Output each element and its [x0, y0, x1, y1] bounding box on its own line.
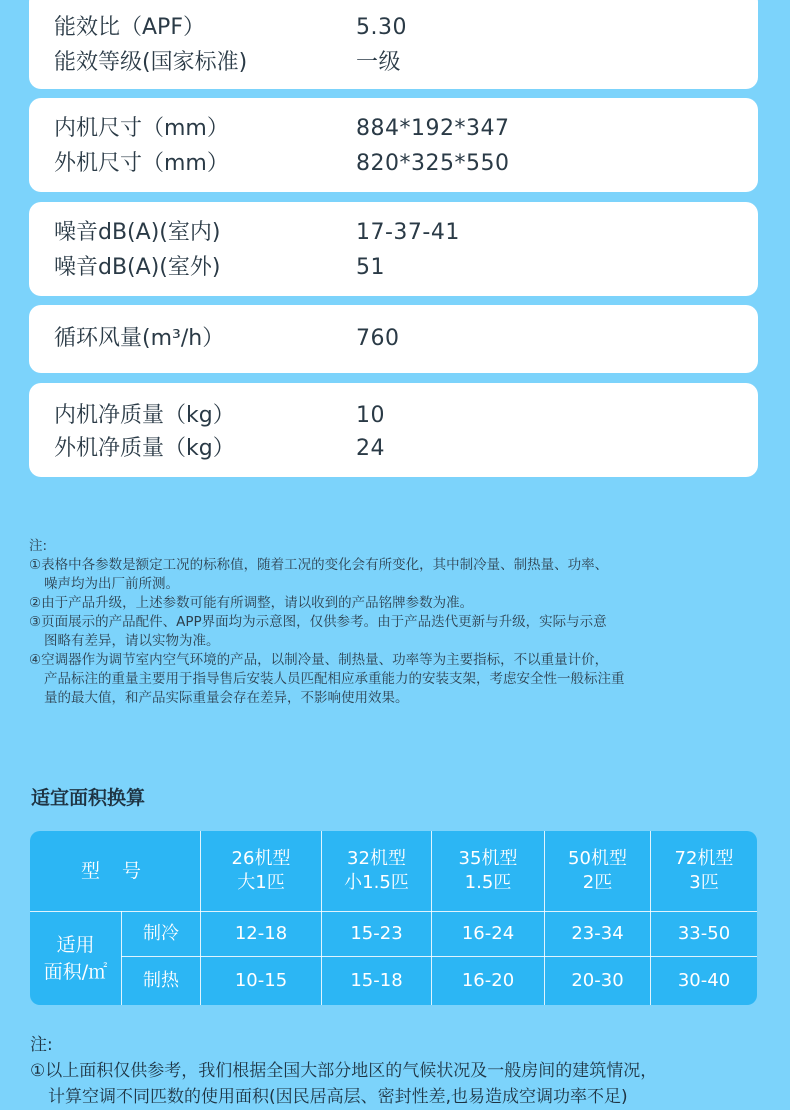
table-divider — [200, 831, 201, 1005]
spec-card-airflow — [29, 305, 758, 373]
spec-row — [29, 321, 758, 357]
model-header-label: 型 号 — [80, 860, 150, 882]
spec-card-dimensions — [29, 98, 758, 192]
spec-label: 外机净质量（kg） — [54, 436, 235, 461]
table-divider — [544, 831, 545, 1005]
notes-title: 注: — [29, 538, 48, 554]
spec-card-efficiency — [29, 0, 758, 89]
spec-value: 17-37-41 — [356, 220, 460, 245]
spec-value: 5.30 — [356, 15, 407, 40]
note-line: 产品标注的重量主要用于指导售后安装人员匹配相应承重能力的安装支架，考虑安全性一般标注重 — [44, 671, 625, 687]
mode-label: 制热 — [143, 970, 179, 991]
note-line: ④空调器作为调节室内空气环境的产品，以制冷量、制热量、功率等为主要指标，不以重量计价， — [29, 652, 609, 668]
area-row-group-label — [30, 912, 121, 1005]
area-note-line: ①以上面积仅供参考，我们根据全国大部分地区的气候状况及一般房间的建筑情况， — [30, 1061, 658, 1081]
spec-value: 760 — [356, 326, 400, 351]
model-name: 72机型 — [674, 848, 734, 869]
model-column-header — [432, 831, 544, 911]
area-section-title: 适宜面积换算 — [31, 787, 146, 809]
area-note-line: 计算空调不同匹数的使用面积(因民居高层、密封性差,也易造成空调功率不足) — [48, 1087, 628, 1107]
spec-row — [29, 431, 758, 467]
model-name: 32机型 — [347, 848, 406, 869]
area-value-cell: 33-50 — [677, 923, 731, 944]
spec-label: 循环风量(m³/h） — [54, 326, 225, 351]
area-value-cell: 30-40 — [677, 970, 731, 991]
spec-card-weight — [29, 383, 758, 477]
model-hp: 大1匹 — [237, 872, 285, 893]
spec-label: 内机净质量（kg） — [54, 403, 235, 428]
model-column-header — [545, 831, 650, 911]
area-value-cell: 16-24 — [461, 923, 515, 944]
spec-label: 能效等级(国家标准) — [54, 50, 248, 75]
area-table — [30, 831, 757, 1005]
spec-row — [29, 111, 758, 147]
spec-label: 能效比（APF） — [54, 15, 205, 40]
table-divider — [121, 956, 757, 957]
table-divider — [30, 911, 757, 912]
spec-row — [29, 45, 758, 81]
model-header-cell — [30, 831, 200, 911]
area-notes-title: 注: — [30, 1035, 53, 1055]
note-line: ②由于产品升级，上述参数可能有所调整，请以收到的产品铭牌参数为准。 — [29, 595, 474, 611]
spec-value: 820*325*550 — [356, 151, 510, 176]
note-line: 图略有差异，请以实物为准。 — [44, 633, 220, 649]
model-hp: 3匹 — [689, 872, 719, 893]
model-hp: 小1.5匹 — [344, 872, 409, 893]
area-value-cell: 10-15 — [234, 970, 288, 991]
mode-cell-cooling — [122, 912, 200, 956]
model-name: 50机型 — [568, 848, 627, 869]
spec-value: 一级 — [356, 50, 402, 75]
mode-label: 制冷 — [143, 923, 179, 944]
area-value-cell: 15-18 — [350, 970, 403, 991]
table-divider — [321, 831, 322, 1005]
model-hp: 2匹 — [582, 872, 613, 893]
model-name: 26机型 — [231, 848, 291, 869]
note-line: ①表格中各参数是额定工况的标称值，随着工况的变化会有所变化，其中制冷量、制热量、功率、 — [29, 557, 609, 573]
spec-label: 内机尺寸（mm） — [54, 116, 229, 141]
spec-label: 噪音dB(A)(室外) — [54, 255, 221, 280]
table-divider — [431, 831, 432, 1005]
spec-value: 24 — [356, 436, 385, 461]
area-label-line2: 面积/㎡ — [43, 960, 108, 983]
model-column-header — [651, 831, 757, 911]
area-label-line1: 适用 — [56, 933, 95, 956]
spec-row — [29, 250, 758, 286]
mode-cell-heating — [122, 957, 200, 1005]
model-hp: 1.5匹 — [464, 872, 512, 893]
spec-value: 10 — [356, 403, 385, 428]
area-value-cell: 20-30 — [571, 970, 624, 991]
area-value-cell: 12-18 — [234, 923, 288, 944]
spec-label: 噪音dB(A)(室内) — [54, 220, 221, 245]
spec-notes — [29, 537, 764, 708]
spec-value: 884*192*347 — [356, 116, 510, 141]
area-value-cell: 15-23 — [350, 923, 403, 944]
model-name: 35机型 — [458, 848, 518, 869]
spec-row — [29, 398, 758, 434]
note-line: 量的最大值，和产品实际重量会存在差异，不影响使用效果。 — [44, 690, 409, 706]
model-column-header — [322, 831, 431, 911]
spec-label: 外机尺寸（mm） — [54, 151, 229, 176]
spec-row — [29, 10, 758, 46]
area-value-cell: 23-34 — [571, 923, 624, 944]
model-column-header — [201, 831, 321, 911]
table-divider — [650, 831, 651, 1005]
spec-card-noise — [29, 202, 758, 296]
spec-row — [29, 215, 758, 251]
spec-row — [29, 146, 758, 182]
spec-value: 51 — [356, 255, 385, 280]
area-notes — [30, 1032, 770, 1110]
note-line: ③页面展示的产品配件、APP界面均为示意图，仅供参考。由于产品迭代更新与升级，实际与示意 — [29, 614, 607, 630]
table-divider — [121, 911, 122, 1005]
note-line: 噪声均为出厂前所测。 — [44, 576, 179, 592]
area-value-cell: 16-20 — [461, 970, 515, 991]
